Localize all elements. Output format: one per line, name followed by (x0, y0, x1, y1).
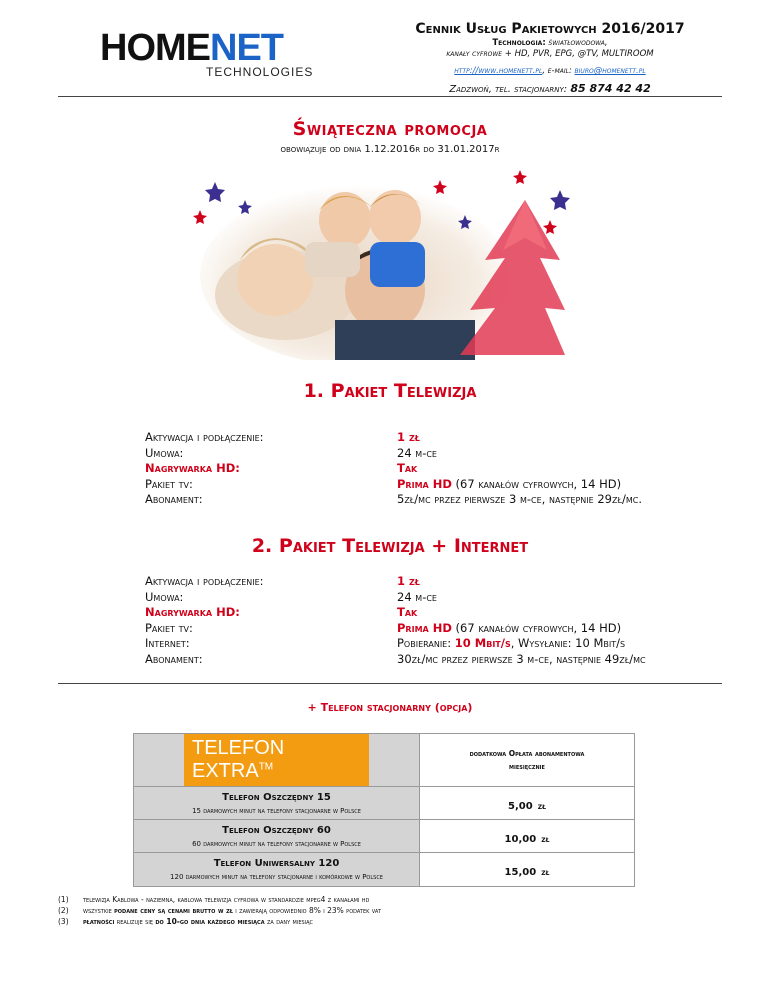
table-header-row (134, 734, 635, 787)
row-label: Umowa: (145, 589, 184, 604)
row-value: 24 m-ce (397, 445, 437, 460)
plan-price: 5,00 (508, 800, 533, 812)
package1-labels (145, 430, 264, 508)
price-cell (420, 787, 635, 820)
trademark-mark: TM (258, 761, 274, 773)
row-label: Abonament: (145, 492, 203, 506)
row-value (397, 636, 646, 652)
price-unit: zł (541, 834, 550, 844)
footnote-bold: do 10-go dnia każdego miesiąca (155, 917, 265, 926)
tech-label: Technologia: (492, 38, 546, 48)
contact-line (360, 66, 740, 77)
download-speed: 10 Mbit/s (454, 636, 511, 650)
package2-values (397, 574, 646, 667)
website-link[interactable]: http://www.homenett.pl (454, 66, 543, 76)
header-divider (58, 96, 722, 97)
plan-cell (134, 853, 420, 887)
plan-desc: 60 darmowych minut na telefony stacjonarne w Polsce (192, 839, 361, 848)
banner-text: TELEFON EXTRA (192, 737, 285, 782)
tv-package-detail: (67 kanałów cyfrowych, 14 HD) (451, 620, 622, 635)
package2-number: 2. (251, 535, 273, 557)
price-unit: zł (541, 868, 550, 877)
phone-line (360, 82, 740, 95)
footnote-key: (3) (58, 917, 69, 926)
phone-number: 85 874 42 42 (570, 82, 651, 95)
row-value: 24 m-ce (397, 589, 437, 604)
package2-heading (58, 535, 722, 557)
row-value: 1 zł (397, 430, 420, 444)
price-header-line2: miesięcznie (509, 762, 545, 771)
table-row (134, 787, 635, 820)
plan-name: Telefon Uniwersalny 120 (213, 858, 340, 869)
plan-cell (134, 820, 420, 853)
row-value: 30zł/mc przez pierwsze 3 m-ce, następnie 49zł/mc (397, 651, 646, 666)
banner-cell (134, 734, 420, 787)
email-link[interactable]: biuro@homenett.pl (574, 66, 646, 76)
row-value (397, 621, 646, 637)
table-row (134, 820, 635, 853)
footnote (58, 905, 381, 916)
row-label: Nagrywarka HD: (145, 461, 240, 475)
phone-option-title: + Telefon stacjonarny (opcja) (307, 701, 473, 714)
footnote-bold: podane ceny są cenami brutto w zł (114, 906, 233, 915)
package2-title: Pakiet Telewizja + Internet (278, 535, 529, 557)
family-christmas-photo (185, 160, 585, 360)
row-label: Pakiet tv: (145, 476, 193, 491)
footnote-key: (2) (58, 906, 69, 915)
download-label: Pobieranie: (397, 636, 455, 650)
logo-text-home: HOME (100, 27, 210, 69)
row-label: Aktywacja i podłączenie: (145, 430, 264, 444)
footnote-text: i zawierają odpowiednio 8% i 23% podatek vat (232, 906, 381, 915)
footnote (58, 894, 381, 905)
tv-package-name: Prima HD (397, 476, 452, 491)
promo-validity: obowiązuje od dnia 1.12.2016r do 31.01.2017r (280, 144, 500, 155)
footnote-key: (1) (58, 895, 69, 904)
upload-detail: , Wysyłanie: 10 Mbit/s (510, 636, 626, 650)
tv-package-name: Prima HD (397, 620, 452, 635)
price-header-line1: dodatkowa Opłata abonamentowa (469, 749, 585, 758)
price-cell (420, 853, 635, 887)
phone-label: Zadzwoń, tel. stacjonarny: (449, 84, 568, 95)
plan-price: 10,00 (504, 833, 537, 845)
footnote-text: za dany miesiąc (264, 917, 313, 926)
price-cell (420, 820, 635, 853)
package1-heading (58, 380, 722, 402)
package2-labels (145, 574, 264, 667)
separator-text: , (542, 66, 548, 76)
phone-plans-table (133, 733, 635, 887)
table-row (134, 853, 635, 887)
row-value: 1 zł (397, 574, 420, 588)
plan-price: 15,00 (504, 867, 537, 878)
logo-subtitle: TECHNOLOGIES (206, 65, 314, 79)
package1-title: Pakiet Telewizja (330, 380, 477, 402)
row-label: Nagrywarka HD: (145, 605, 240, 619)
plan-cell (134, 787, 420, 820)
row-value (397, 477, 642, 493)
row-value: Tak (397, 605, 418, 619)
section-divider (58, 683, 722, 684)
price-unit: zł (537, 801, 546, 811)
row-label: Internet: (145, 636, 190, 650)
row-label: Pakiet tv: (145, 620, 193, 635)
promo-title: Świąteczna promocja (292, 118, 488, 140)
header-info (360, 20, 740, 95)
footnotes (58, 894, 381, 927)
email-label: e-mail: (547, 66, 572, 76)
telefon-extra-banner (184, 734, 369, 786)
plan-name: Telefon Oszczędny 60 (222, 824, 331, 836)
price-header-cell (420, 734, 635, 787)
footnote-text: telewizja Kablowa - naziemna, kablowa telewizja cyfrowa w standardzie mpeg4 z kanałami hd (83, 895, 370, 904)
footnote-text: realizuje się (114, 917, 156, 926)
plan-desc: 15 darmowych minut na telefony stacjonarne w Polsce (192, 806, 361, 815)
technology-line (360, 38, 740, 49)
footnote-text: wszystkie (83, 906, 115, 915)
tech-value: światłowodowa, (548, 38, 608, 48)
package1-values (397, 430, 642, 508)
promo-block (58, 118, 722, 155)
row-label: Aktywacja i podłączenie: (145, 574, 264, 588)
plan-desc: 120 darmowych minut na telefony stacjonarne i komórkowe w Polsce (170, 873, 383, 881)
row-value: 5zł/mc przez pierwsze 3 m-ce, następnie 29zł/mc. (397, 492, 642, 506)
plan-name: Telefon Oszczędny 15 (222, 791, 331, 803)
row-label: Umowa: (145, 445, 184, 460)
logo-text-net: NET (210, 27, 283, 69)
company-logo (100, 29, 320, 77)
package1-number: 1. (303, 380, 325, 402)
footnote (58, 916, 381, 927)
features-line: kanały cyfrowe + HD, PVR, EPG, @TV, MULTIROOM (446, 49, 654, 59)
tv-package-detail: (67 kanałów cyfrowych, 14 HD) (451, 476, 622, 491)
page-title: Cennik Usług Pakietowych 2016/2017 (415, 21, 685, 37)
row-value: Tak (397, 461, 418, 475)
footnote-bold: płatności (83, 917, 115, 926)
row-label: Abonament: (145, 651, 203, 666)
